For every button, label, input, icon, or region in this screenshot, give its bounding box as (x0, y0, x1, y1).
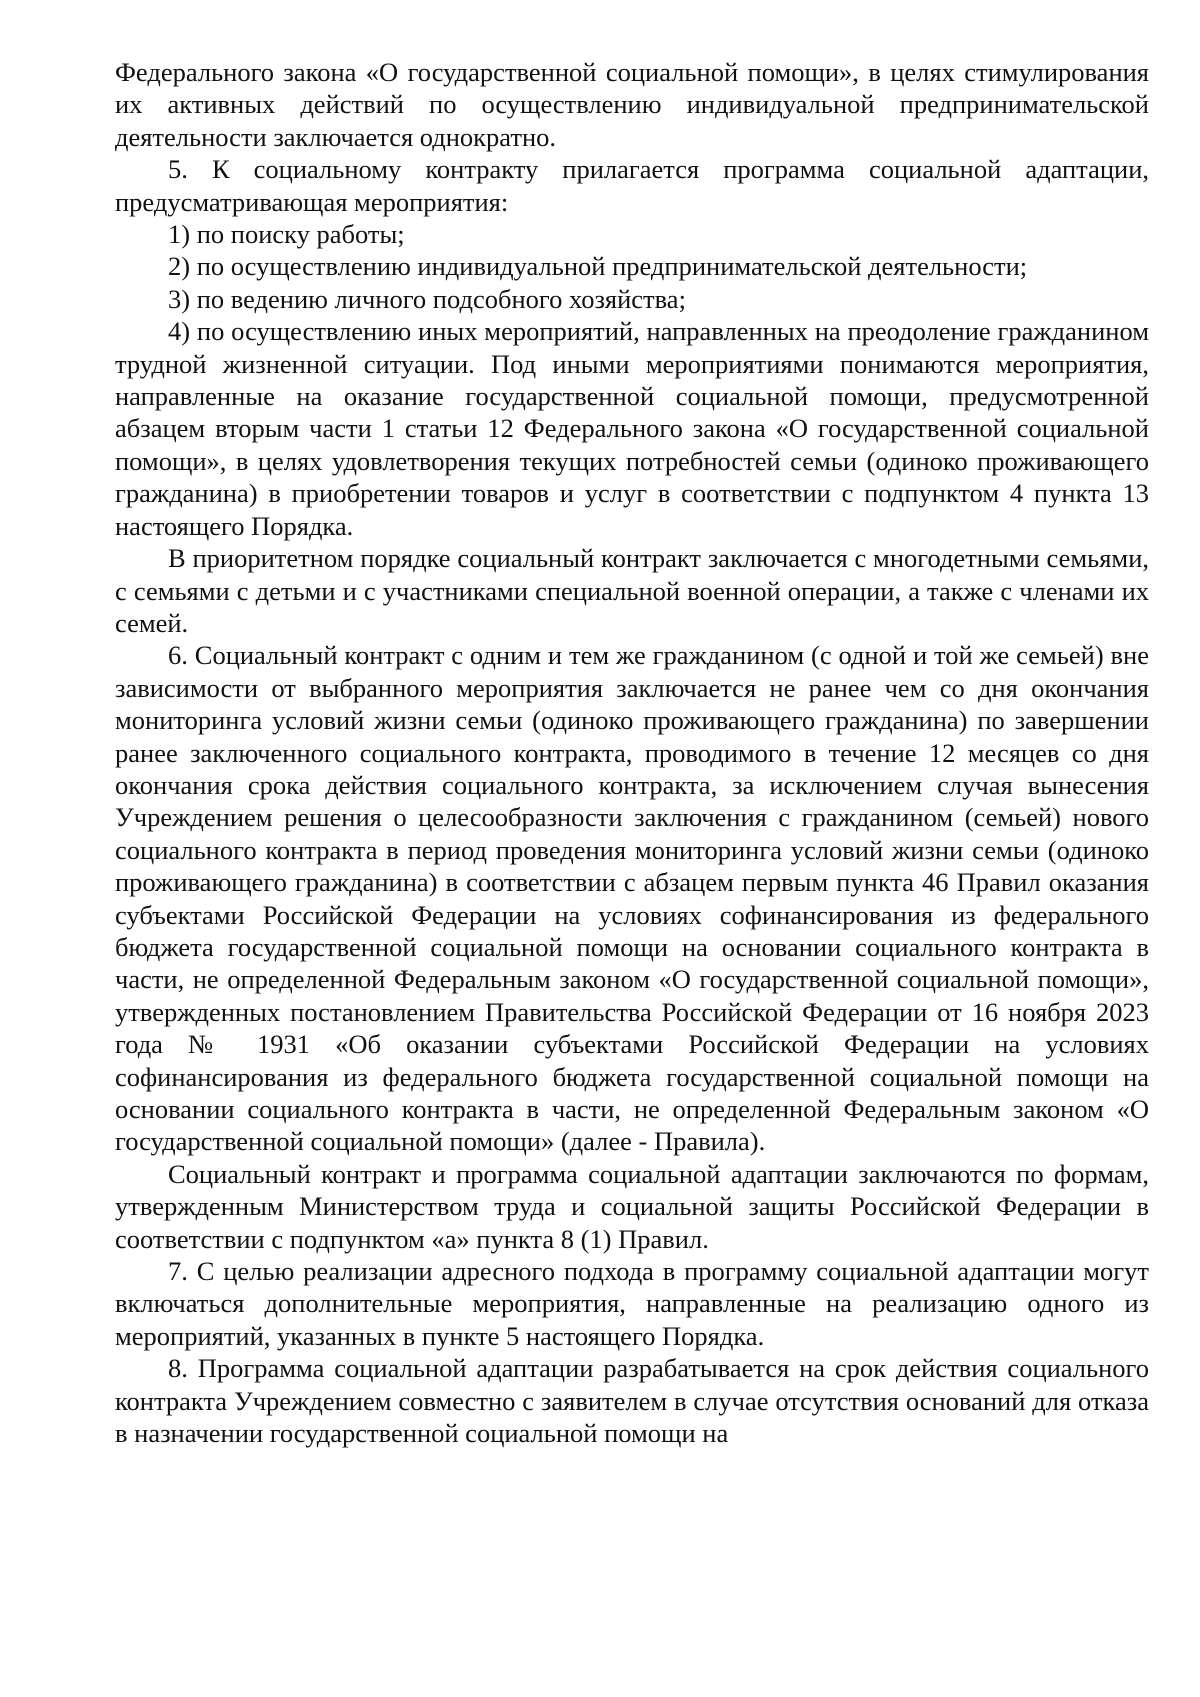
paragraph-item-5: 5. К социальному контракту прилагается программа социальной адаптации, предусматривающая мероприятия: (115, 154, 1149, 217)
paragraph-item-7: 7. С целью реализации адресного подхода в программу социальной адаптации могут включаться дополнительные мероприятия, направленные на реализацию одного из мероприятий, указанных в пункте 5 настоящего Порядка. (115, 1256, 1149, 1351)
list-item-other-measures: 4) по осуществлению иных мероприятий, направленных на преодоление гражданином трудной жизненной ситуации. Под иными мероприятиями понимаются мероприятия, направленные на оказание государственной социальной помощи, предусмотренной абзацем вторым части 1 статьи 12 Федерального закона «О государственной социальной помощи», в целях удовлетворения текущих потребностей семьи (одиноко проживающего гражданина) в приобретении товаров и услуг в соответствии с подпунктом 4 пункта 13 настоящего Порядка. (115, 316, 1149, 541)
paragraph-priority: В приоритетном порядке социальный контракт заключается с многодетными семьями, с семьями с детьми и с участниками специальной военной операции, а также с членами их семей. (115, 543, 1149, 638)
paragraph-item-8: 8. Программа социальной адаптации разрабатывается на срок действия социального контракта Учреждением совместно с заявителем в случае отсутствия оснований для отказа в назначении государственной социальной помощи на (115, 1353, 1149, 1449)
document-page (115, 56, 1149, 1449)
paragraph-item-6: 6. Социальный контракт с одним и тем же гражданином (с одной и той же семьей) вне зависимости от выбранного мероприятия заключается не ранее чем со дня окончания мониторинга условий жизни семьи (одиноко проживающего гражданина) по завершении ранее заключенного социального контракта, проводимого в течение 12 месяцев со дня окончания срока действия социального контракта, за исключением случая вынесения Учреждением решения о целесообразности заключения с гражданином (семьей) нового социального контракта в период проведения мониторинга условий жизни семьи (одиноко проживающего гражданина) в соответствии с абзацем первым пункта 46 Правил оказания субъектами Российской Федерации на условиях софинансирования из федерального бюджета государственной социальной помощи на основании социального контракта в части, не определенной Федеральным законом «О государственной социальной помощи», утвержденных постановлением Правительства Российской Федерации от 16 ноября 2023 года № 1931 «Об оказании субъектами Российской Федерации на условиях софинансирования из федерального бюджета государственной социальной помощи на основании социального контракта в части, не определенной Федеральным законом «О государственной социальной помощи» (далее - Правила). (115, 640, 1149, 1157)
paragraph-continuation: Федерального закона «О государственной социальной помощи», в целях стимулирования их активных действий по осуществлению индивидуальной предпринимательской деятельности заключается однократно. (115, 57, 1149, 152)
list-item-household: 3) по ведению личного подсобного хозяйства; (168, 283, 686, 314)
paragraph-forms: Социальный контракт и программа социальной адаптации заключаются по формам, утвержденным Министерством труда и социальной защиты Российской Федерации в соответствии с подпунктом «а» пункта 8 (1) Правил. (115, 1158, 1149, 1254)
list-item-job-search: 1) по поиску работы; (168, 219, 405, 250)
list-item-entrepreneurship: 2) по осуществлению индивидуальной предпринимательской деятельности; (168, 251, 1028, 282)
